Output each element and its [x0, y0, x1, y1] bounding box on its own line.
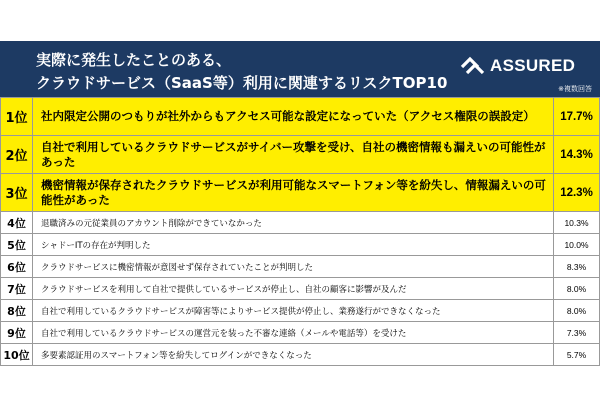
percentage-value: 7.3%	[554, 322, 600, 344]
rank-label: 1位	[1, 98, 33, 136]
chart-title-line1: 実際に発生したことのある、	[36, 51, 232, 69]
logo-text: ASSURED	[490, 56, 576, 75]
percentage-value: 12.3%	[554, 174, 600, 212]
percentage-value: 5.7%	[554, 344, 600, 366]
chart-title-line2: クラウドサービス（SaaS等）利用に関連するリスクTOP10	[36, 74, 448, 92]
percentage-value: 17.7%	[554, 98, 600, 136]
table-row	[1, 98, 600, 136]
rank-label: 2位	[1, 136, 33, 174]
risk-description: クラウドサービスに機密情報が意図せず保存されていたことが判明した	[33, 256, 554, 278]
risk-description: 自社で利用しているクラウドサービスが障害等によりサービス提供が停止し、業務遂行ができなくなった	[33, 300, 554, 322]
multiple-answer-note: ※複数回答	[558, 85, 592, 93]
table-row	[1, 256, 600, 278]
rank-label: 6位	[1, 256, 33, 278]
risk-description: 多要素認証用のスマートフォン等を紛失してログインができなくなった	[33, 344, 554, 366]
rank-label: 9位	[1, 322, 33, 344]
rank-label: 3位	[1, 174, 33, 212]
table-row	[1, 344, 600, 366]
percentage-value: 10.3%	[554, 212, 600, 234]
table-row	[1, 300, 600, 322]
risk-description: クラウドサービスを利用して自社で提供しているサービスが停止し、自社の顧客に影響が及んだ	[33, 278, 554, 300]
percentage-value: 8.0%	[554, 300, 600, 322]
rank-label: 4位	[1, 212, 33, 234]
table-row	[1, 136, 600, 174]
risk-description: 機密情報が保存されたクラウドサービスが利用可能なスマートフォン等を紛失し、情報漏えいの可能性があった	[33, 174, 554, 212]
percentage-value: 14.3%	[554, 136, 600, 174]
table-row	[1, 234, 600, 256]
percentage-value: 8.3%	[554, 256, 600, 278]
table-row	[1, 212, 600, 234]
risk-description: 退職済みの元従業員のアカウント削除ができていなかった	[33, 212, 554, 234]
risk-description: 社内限定公開のつもりが社外からもアクセス可能な設定になっていた（アクセス権限の誤設定）	[33, 98, 554, 136]
risk-description: シャドーITの存在が判明した	[33, 234, 554, 256]
risk-description: 自社で利用しているクラウドサービスがサイバー攻撃を受け、自社の機密情報も漏えいの可能性があった	[33, 136, 554, 174]
table-row	[1, 174, 600, 212]
rank-label: 5位	[1, 234, 33, 256]
risk-description: 自社で利用しているクラウドサービスの運営元を装った不審な連絡（メールや電話等）を受けた	[33, 322, 554, 344]
table-row	[1, 322, 600, 344]
rank-label: 10位	[1, 344, 33, 366]
table-row	[1, 278, 600, 300]
rank-label: 7位	[1, 278, 33, 300]
percentage-value: 10.0%	[554, 234, 600, 256]
percentage-value: 8.0%	[554, 278, 600, 300]
ranking-table	[0, 97, 600, 366]
rank-label: 8位	[1, 300, 33, 322]
